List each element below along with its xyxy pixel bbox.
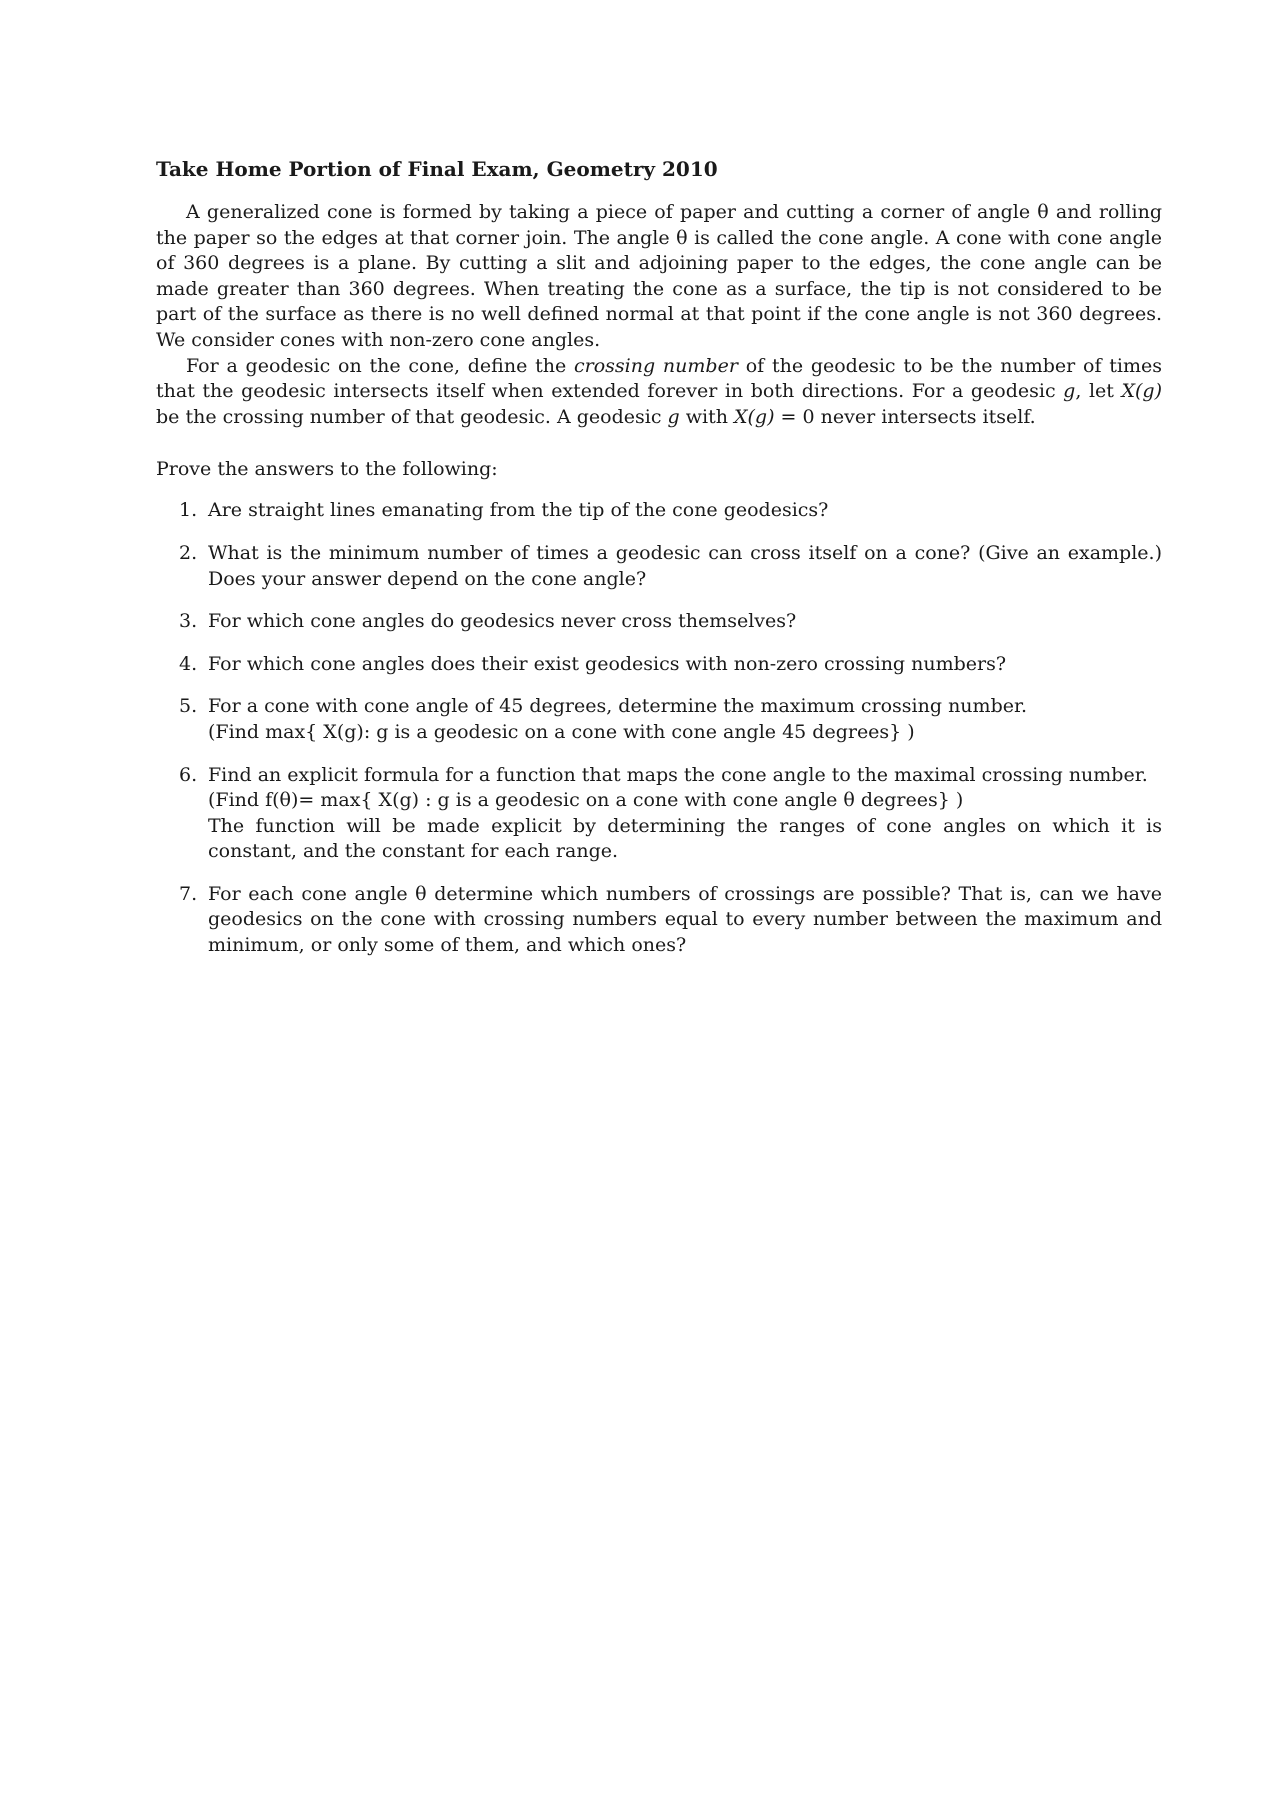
prove-heading: Prove the answers to the following: bbox=[156, 458, 498, 481]
question-item bbox=[156, 652, 1162, 678]
p2-text-with: with bbox=[679, 405, 734, 428]
question-text: For which cone angles do geodesics never cross themselves? bbox=[208, 610, 797, 633]
question-subtext: (Find max{ X(g): g is a geodesic on a cone with cone angle 45 degrees} ) bbox=[208, 720, 915, 743]
exam-page bbox=[156, 152, 1162, 976]
p2-text-let: , let bbox=[1075, 380, 1122, 403]
math-xg-1: X(g) bbox=[1121, 380, 1162, 403]
question-subtext: (Find f(θ)= max{ X(g) : g is a geodesic on a cone with cone angle θ degrees} ) bbox=[208, 789, 964, 812]
question-item bbox=[156, 763, 1162, 865]
question-text: For each cone angle θ determine which numbers of crossings are possible? That is, can we have geodesics on the cone with crossing numbers equal to every number between the maximum and minimum, or only some of them, and which ones? bbox=[208, 882, 1162, 957]
math-g-2: g bbox=[667, 405, 680, 428]
question-number: 4. bbox=[179, 652, 198, 675]
p2-text-start: For a geodesic on the cone, define the bbox=[186, 354, 575, 377]
question-number: 1. bbox=[179, 499, 198, 522]
question-number: 7. bbox=[179, 882, 198, 905]
p2-text-end: = 0 never intersects itself. bbox=[774, 405, 1036, 428]
math-g-1: g bbox=[1063, 380, 1076, 403]
crossing-number-term: crossing number bbox=[574, 354, 738, 377]
question-text: For a cone with cone angle of 45 degrees, determine the maximum crossing number. bbox=[208, 695, 1028, 718]
question-item bbox=[156, 498, 1162, 524]
question-text: Find an explicit formula for a function that maps the cone angle to the maximal crossing number. bbox=[208, 763, 1148, 786]
question-list bbox=[156, 498, 1162, 958]
math-xg-2: X(g) bbox=[733, 405, 775, 428]
question-item bbox=[156, 541, 1162, 592]
question-number: 2. bbox=[179, 541, 198, 564]
intro-paragraph-1: A generalized cone is formed by taking a piece of paper and cutting a corner of angle θ and rolling the paper so the edges at that corner join. The angle θ is called the cone angle. A cone with cone angle of 360 degrees is a plane. By cutting a slit and adjoining paper to the edges, the cone angle can be made greater than 360 degrees. When treating the cone as a surface, the tip is not considered to be part of the surface as there is no well defined normal at that point if the cone angle is not 360 degrees. We consider cones with non-zero cone angles. bbox=[156, 201, 1162, 351]
question-number: 6. bbox=[179, 763, 198, 786]
intro-paragraph-2 bbox=[156, 354, 1162, 431]
question-number: 3. bbox=[179, 610, 198, 633]
question-item bbox=[156, 882, 1162, 959]
p2-text-middle: of the geodesic to be the number of times that the geodesic intersects itself when extended forever in both directions. For a geodesic bbox=[156, 354, 1162, 403]
question-item bbox=[156, 609, 1162, 635]
question-subtext: The function will be made explicit by determining the ranges of cone angles on which it is constant, and the constant for each range. bbox=[208, 814, 1162, 863]
question-text: For which cone angles does their exist geodesics with non-zero crossing numbers? bbox=[208, 652, 1007, 675]
question-text: What is the minimum number of times a geodesic can cross itself on a cone? (Give an example.) Does your answer depend on the cone angle? bbox=[208, 541, 1162, 590]
question-text: Are straight lines emanating from the tip of the cone geodesics? bbox=[208, 499, 829, 522]
question-number: 5. bbox=[179, 695, 198, 718]
exam-title: Take Home Portion of Final Exam, Geometry 2010 bbox=[156, 157, 718, 181]
p2-text-crossing: be the crossing number of that geodesic. A geodesic bbox=[156, 405, 668, 428]
question-item bbox=[156, 694, 1162, 745]
